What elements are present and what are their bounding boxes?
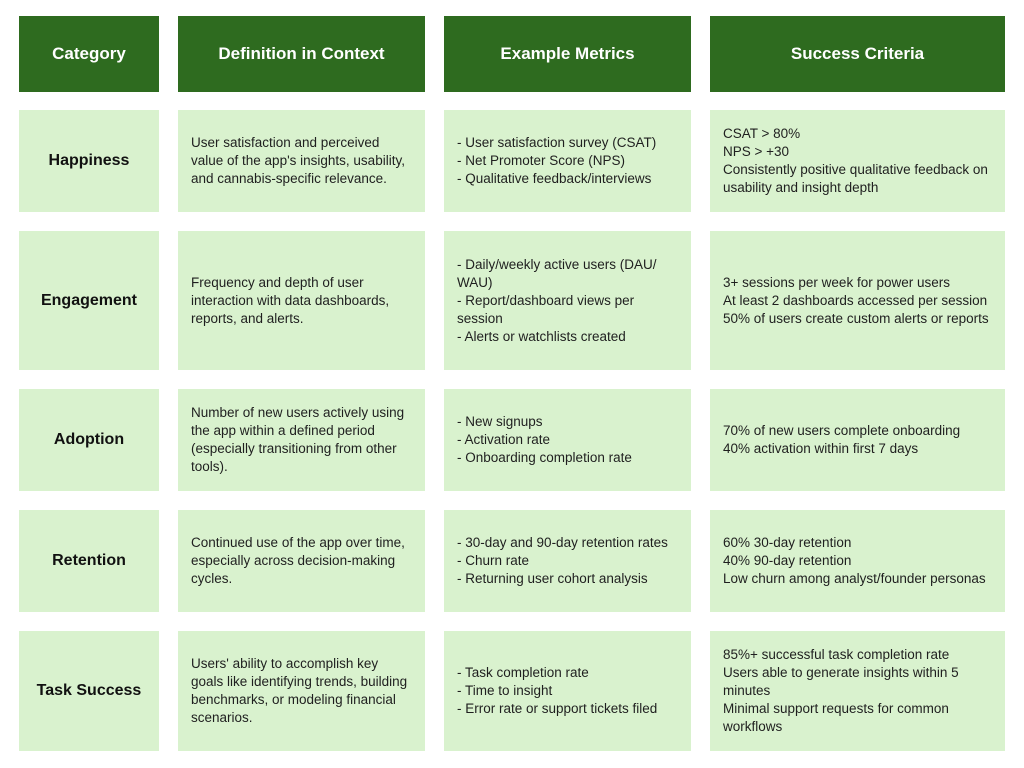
header-definition-label: Definition in Context — [218, 44, 385, 63]
definition-text: Number of new users actively using the app within a defined period (especially transitioning from other tools). — [191, 405, 405, 474]
metric-item: - Report/dashboard views per session — [457, 292, 635, 326]
metric-item: - Error rate or support tickets filed — [457, 701, 658, 716]
category-cell — [19, 231, 159, 370]
definition-cell — [178, 389, 425, 491]
definition-cell — [178, 510, 425, 612]
category-cell — [19, 110, 159, 212]
criteria-item: 85%+ successful task completion rate — [723, 647, 950, 662]
header-criteria — [710, 16, 1005, 92]
criteria-item: At least 2 dashboards accessed per session — [723, 292, 988, 308]
metric-item: - Time to insight — [457, 683, 553, 698]
criteria-item: 3+ sessions per week for power users — [723, 274, 950, 290]
metric-item: - Task completion rate — [457, 665, 589, 680]
metrics-cell — [444, 510, 691, 612]
category-cell — [19, 389, 159, 491]
criteria-cell — [710, 110, 1005, 212]
metric-item: - Qualitative feedback/interviews — [457, 171, 652, 186]
metrics-cell — [444, 389, 691, 491]
header-criteria-label: Success Criteria — [790, 44, 925, 63]
metric-item: - Daily/weekly active users (DAU/ WAU) — [457, 256, 657, 290]
metric-item: - Net Promoter Score (NPS) — [457, 153, 626, 168]
criteria-item: 70% of new users complete onboarding — [723, 423, 961, 438]
header-definition — [178, 16, 425, 92]
criteria-item: Consistently positive qualitative feedback on usability and insight depth — [723, 162, 988, 195]
metric-item: - Activation rate — [457, 432, 551, 447]
criteria-item: NPS > +30 — [723, 144, 790, 159]
category-label: Happiness — [48, 152, 130, 169]
criteria-item: 40% 90-day retention — [723, 553, 852, 568]
criteria-cell — [710, 510, 1005, 612]
criteria-item: Minimal support requests for common workflows — [723, 701, 949, 734]
header-category — [19, 16, 159, 92]
metrics-cell — [444, 110, 691, 212]
definition-text: Continued use of the app over time, especially across decision-making cycles. — [191, 535, 405, 586]
category-label: Engagement — [40, 291, 137, 309]
criteria-item: 50% of users create custom alerts or reports — [723, 310, 989, 326]
category-label: Adoption — [53, 431, 125, 448]
category-label: Retention — [52, 552, 126, 569]
metric-item: - Onboarding completion rate — [457, 450, 632, 465]
category-cell — [19, 510, 159, 612]
header-metrics-label: Example Metrics — [500, 44, 635, 63]
criteria-item: Low churn among analyst/founder personas — [723, 571, 986, 586]
criteria-cell — [710, 631, 1005, 751]
metric-item: - User satisfaction survey (CSAT) — [457, 135, 657, 150]
definition-text: User satisfaction and perceived value of the app's insights, usability, and cannabis-specific relevance. — [191, 135, 405, 186]
header-metrics — [444, 16, 691, 92]
category-cell — [19, 631, 159, 751]
metrics-cell — [444, 231, 691, 370]
criteria-item: Users able to generate insights within 5 minutes — [723, 665, 959, 698]
category-label: Task Success — [36, 682, 142, 699]
criteria-cell — [710, 389, 1005, 491]
definition-cell — [178, 231, 425, 370]
definition-text: Frequency and depth of user interaction with data dashboards, reports, and alerts. — [191, 274, 390, 326]
metric-item: - 30-day and 90-day retention rates — [457, 535, 668, 550]
metrics-cell — [444, 631, 691, 751]
metric-item: - Returning user cohort analysis — [457, 571, 648, 586]
criteria-cell — [710, 231, 1005, 370]
definition-cell — [178, 110, 425, 212]
metric-item: - Churn rate — [457, 553, 530, 568]
metric-item: - Alerts or watchlists created — [457, 328, 626, 344]
definition-cell — [178, 631, 425, 751]
criteria-item: 40% activation within first 7 days — [723, 441, 919, 456]
criteria-item: 60% 30-day retention — [723, 535, 852, 550]
header-category-label: Category — [52, 44, 126, 63]
metric-item: - New signups — [457, 414, 543, 429]
criteria-item: CSAT > 80% — [723, 126, 801, 141]
definition-text: Users' ability to accomplish key goals like identifying trends, building benchmarks, or modeling financial scenarios. — [191, 656, 408, 725]
